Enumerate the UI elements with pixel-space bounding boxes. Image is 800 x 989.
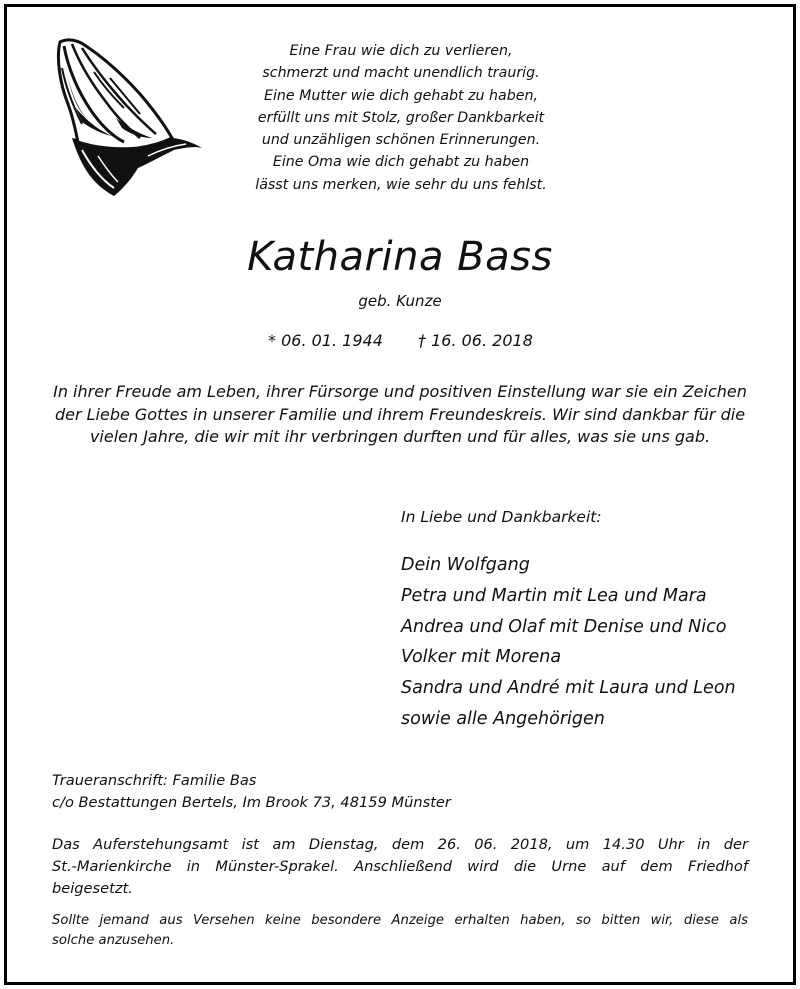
service-line: Das Auferstehungsamt ist am Dienstag, dem 26. 06. 2018, um 14.30 Uhr in der [52,836,748,853]
mourner-name: Sandra und André mit Laura und Leon [401,678,736,699]
mourners-label: In Liebe und Dankbarkeit: [401,508,602,526]
poem-line: Eine Mutter wie dich gehabt zu haben, [264,87,538,104]
mourner-name: Volker mit Morena [401,647,562,668]
service-line: beigesetzt. [52,880,133,897]
poem-line: und unzähligen schönen Erinnerungen. [261,132,541,149]
address-line: Traueranschrift: Familie Bas [52,772,257,789]
service-info [52,834,748,900]
mourner-name: Dein Wolfgang [401,555,530,575]
death-date: † 16. 06. 2018 [418,331,533,350]
mourning-address [52,770,451,814]
poem-line: Eine Oma wie dich gehabt zu haben [272,154,530,171]
notice-text [52,911,748,951]
praying-hands-icon [52,38,207,198]
address-line: c/o Bestattungen Bertels, Im Brook 73, 48159 Münster [52,794,451,811]
mourner-name: Petra und Martin mit Lea und Mara [401,585,707,606]
maiden-name: geb. Kunze [358,292,442,310]
service-line: St.-Marienkirche in Münster-Sprakel. Anschließend wird die Urne auf dem Friedhof [52,858,748,875]
notice-line: solche anzusehen. [52,933,175,948]
tribute-line: der Liebe Gottes in unserer Familie und ihrem Freundeskreis. Wir sind dankbar für die [54,404,746,424]
deceased-name: Katharina Bass [247,234,553,280]
tribute-line: In ihrer Freude am Leben, ihrer Fürsorge und positiven Einstellung war sie ein Zeichen [53,382,747,401]
poem-line: lässt uns merken, wie sehr du uns fehlst. [255,176,547,193]
tribute-line: vielen Jahre, die wir mit ihr verbringen durften und für alles, was sie uns gab. [89,427,711,446]
poem-line: schmerzt und macht unendlich traurig. [262,65,540,82]
birth-date: * 06. 01. 1944 [268,331,383,350]
poem-line: erfüllt uns mit Stolz, großer Dankbarkeit [257,109,545,126]
poem-line: Eine Frau wie dich zu verlieren, [289,43,513,59]
mourners-list [401,550,736,735]
notice-line: Sollte jemand aus Versehen keine besondere Anzeige erhalten haben, so bitten wir, diese als [52,913,748,928]
poem [236,40,566,196]
tribute-text [40,381,760,449]
mourner-name: Andrea und Olaf mit Denise und Nico [401,616,727,637]
mourner-name: sowie alle Angehörigen [401,708,605,729]
